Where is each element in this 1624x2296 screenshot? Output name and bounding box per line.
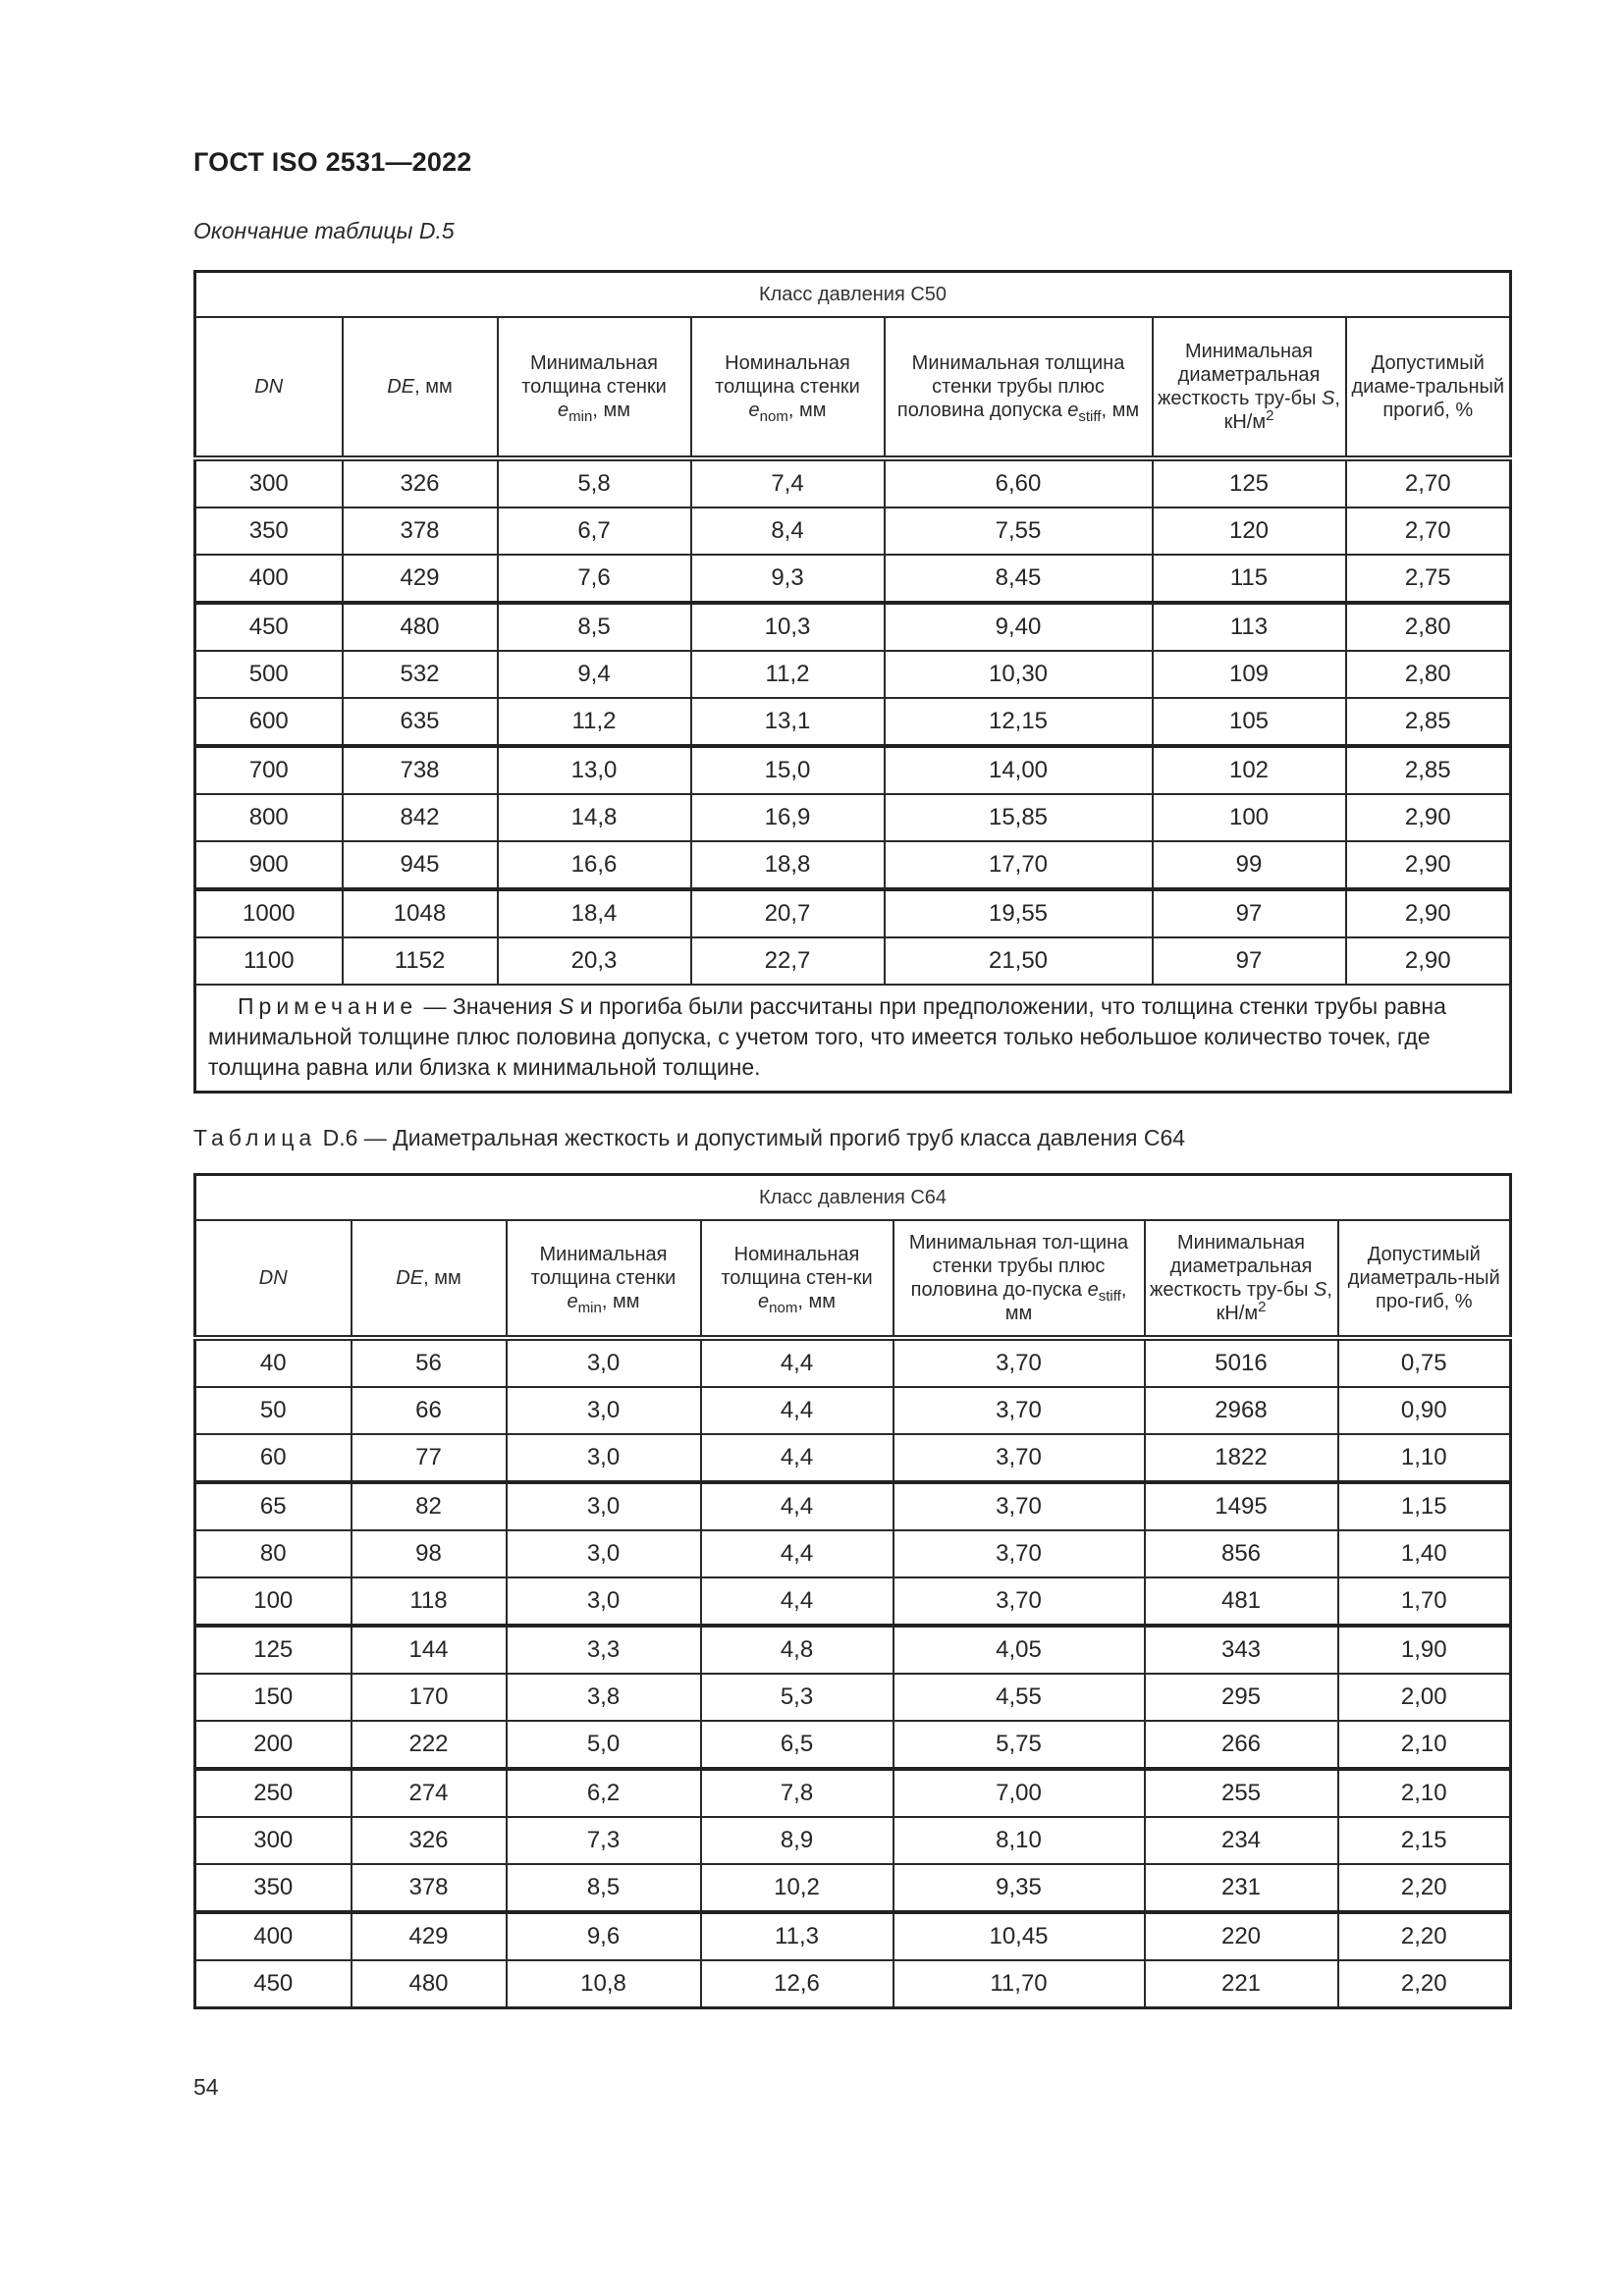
cell-deflection: 2,90 bbox=[1346, 889, 1511, 937]
cell-dn: 800 bbox=[195, 794, 343, 841]
note-label: Примечание bbox=[238, 993, 418, 1019]
cell-stiffness: 2968 bbox=[1145, 1387, 1338, 1434]
cell-stiffness: 109 bbox=[1153, 651, 1346, 698]
table-row bbox=[195, 507, 1511, 555]
cell-deflection: 1,15 bbox=[1338, 1482, 1511, 1530]
cell-deflection: 2,10 bbox=[1338, 1721, 1511, 1769]
cell-de: 144 bbox=[352, 1626, 507, 1674]
cell-dn: 50 bbox=[195, 1387, 352, 1434]
cell-enom: 4,4 bbox=[701, 1387, 893, 1434]
cell-de: 480 bbox=[343, 603, 498, 651]
cell-stiffness: 115 bbox=[1153, 555, 1346, 603]
cell-dn: 700 bbox=[195, 746, 343, 794]
cell-emin: 7,6 bbox=[498, 555, 691, 603]
table-row bbox=[195, 1577, 1511, 1626]
cell-deflection: 1,40 bbox=[1338, 1530, 1511, 1577]
cell-de: 532 bbox=[343, 651, 498, 698]
cell-dn: 1000 bbox=[195, 889, 343, 937]
pressure-class-header: Класс давления C50 bbox=[195, 272, 1511, 318]
cell-deflection: 2,20 bbox=[1338, 1864, 1511, 1912]
cell-deflection: 2,20 bbox=[1338, 1912, 1511, 1960]
cell-dn: 200 bbox=[195, 1721, 352, 1769]
cell-enom: 4,4 bbox=[701, 1338, 893, 1387]
cell-estiff: 3,70 bbox=[893, 1338, 1145, 1387]
cell-enom: 4,4 bbox=[701, 1434, 893, 1482]
cell-enom: 4,4 bbox=[701, 1482, 893, 1530]
cell-estiff: 17,70 bbox=[885, 841, 1153, 889]
cell-emin: 3,0 bbox=[507, 1577, 701, 1626]
cell-de: 82 bbox=[352, 1482, 507, 1530]
column-header-stiffness: Минимальная диаметральная жесткость тру-бы S, $кН/м^2$ bbox=[1145, 1220, 1338, 1338]
table-row bbox=[195, 1530, 1511, 1577]
cell-stiffness: 856 bbox=[1145, 1530, 1338, 1577]
cell-stiffness: 5016 bbox=[1145, 1338, 1338, 1387]
cell-enom: 8,9 bbox=[701, 1817, 893, 1864]
cell-dn: 400 bbox=[195, 555, 343, 603]
cell-dn: 40 bbox=[195, 1338, 352, 1387]
cell-dn: 150 bbox=[195, 1674, 352, 1721]
cell-de: 98 bbox=[352, 1530, 507, 1577]
column-header-de: DE, мм bbox=[352, 1220, 507, 1338]
table-row bbox=[195, 1817, 1511, 1864]
table-row bbox=[195, 1626, 1511, 1674]
cell-deflection: 2,10 bbox=[1338, 1769, 1511, 1817]
cell-stiffness: 100 bbox=[1153, 794, 1346, 841]
cell-de: 945 bbox=[343, 841, 498, 889]
cell-emin: 20,3 bbox=[498, 937, 691, 985]
pressure-class-header: Класс давления C64 bbox=[195, 1175, 1511, 1221]
cell-stiffness: 113 bbox=[1153, 603, 1346, 651]
cell-estiff: 3,70 bbox=[893, 1434, 1145, 1482]
cell-emin: 13,0 bbox=[498, 746, 691, 794]
cell-emin: 3,0 bbox=[507, 1530, 701, 1577]
cell-estiff: 4,05 bbox=[893, 1626, 1145, 1674]
table-row bbox=[195, 698, 1511, 746]
cell-dn: 100 bbox=[195, 1577, 352, 1626]
cell-stiffness: 481 bbox=[1145, 1577, 1338, 1626]
table-row bbox=[195, 889, 1511, 937]
cell-enom: 7,4 bbox=[691, 458, 885, 507]
cell-dn: 350 bbox=[195, 1864, 352, 1912]
cell-stiffness: 97 bbox=[1153, 889, 1346, 937]
cell-emin: 5,8 bbox=[498, 458, 691, 507]
cell-emin: 18,4 bbox=[498, 889, 691, 937]
cell-emin: 14,8 bbox=[498, 794, 691, 841]
cell-enom: 13,1 bbox=[691, 698, 885, 746]
cell-stiffness: 99 bbox=[1153, 841, 1346, 889]
page-number: 54 bbox=[193, 2074, 219, 2100]
table-d6 bbox=[193, 1173, 1512, 2009]
cell-deflection: 0,90 bbox=[1338, 1387, 1511, 1434]
cell-emin: 8,5 bbox=[507, 1864, 701, 1912]
cell-stiffness: 266 bbox=[1145, 1721, 1338, 1769]
cell-deflection: 1,10 bbox=[1338, 1434, 1511, 1482]
cell-estiff: 7,55 bbox=[885, 507, 1153, 555]
cell-de: 77 bbox=[352, 1434, 507, 1482]
table-d5-body bbox=[195, 458, 1511, 985]
cell-stiffness: 343 bbox=[1145, 1626, 1338, 1674]
cell-estiff: 6,60 bbox=[885, 458, 1153, 507]
cell-de: 56 bbox=[352, 1338, 507, 1387]
cell-estiff: 3,70 bbox=[893, 1482, 1145, 1530]
table-continuation-caption: Окончание таблицы D.5 bbox=[193, 218, 455, 243]
cell-stiffness: 1495 bbox=[1145, 1482, 1338, 1530]
cell-estiff: 21,50 bbox=[885, 937, 1153, 985]
cell-deflection: 1,70 bbox=[1338, 1577, 1511, 1626]
cell-enom: 11,3 bbox=[701, 1912, 893, 1960]
cell-stiffness: 120 bbox=[1153, 507, 1346, 555]
cell-enom: 4,4 bbox=[701, 1530, 893, 1577]
cell-enom: 4,4 bbox=[701, 1577, 893, 1626]
column-header-dn: DN bbox=[195, 1220, 352, 1338]
column-header-enom: Номинальная толщина стен-ки $e_{nom}$, мм bbox=[701, 1220, 893, 1338]
cell-emin: 9,4 bbox=[498, 651, 691, 698]
cell-enom: 12,6 bbox=[701, 1960, 893, 2008]
cell-emin: 10,8 bbox=[507, 1960, 701, 2008]
cell-deflection: 2,90 bbox=[1346, 937, 1511, 985]
cell-de: 274 bbox=[352, 1769, 507, 1817]
table-note: Примечание — Значения S и прогиба были рассчитаны при предположении, что толщина стенки трубы равна минимальной толщине плюс половина допуска, с учетом того, что имеется только небольшое количество точек, где толщина равна или близка к минимальной толщине. bbox=[195, 985, 1511, 1093]
table-d6-caption: Таблица D.6 — Диаметральная жесткость и допустимый прогиб труб класса давления C64 bbox=[193, 1125, 1186, 1150]
cell-enom: 4,8 bbox=[701, 1626, 893, 1674]
cell-stiffness: 220 bbox=[1145, 1912, 1338, 1960]
cell-emin: 6,7 bbox=[498, 507, 691, 555]
table-row bbox=[195, 1387, 1511, 1434]
cell-dn: 80 bbox=[195, 1530, 352, 1577]
cell-enom: 16,9 bbox=[691, 794, 885, 841]
cell-estiff: 10,30 bbox=[885, 651, 1153, 698]
cell-deflection: 2,90 bbox=[1346, 794, 1511, 841]
document-header: ГОСТ ISO 2531—2022 bbox=[193, 147, 472, 177]
cell-estiff: 10,45 bbox=[893, 1912, 1145, 1960]
cell-dn: 450 bbox=[195, 603, 343, 651]
cell-estiff: 15,85 bbox=[885, 794, 1153, 841]
cell-deflection: 2,80 bbox=[1346, 651, 1511, 698]
cell-enom: 8,4 bbox=[691, 507, 885, 555]
cell-stiffness: 1822 bbox=[1145, 1434, 1338, 1482]
cell-stiffness: 97 bbox=[1153, 937, 1346, 985]
cell-estiff: 3,70 bbox=[893, 1530, 1145, 1577]
cell-deflection: 2,70 bbox=[1346, 507, 1511, 555]
cell-deflection: 2,15 bbox=[1338, 1817, 1511, 1864]
cell-de: 66 bbox=[352, 1387, 507, 1434]
column-header-dn: DN bbox=[195, 317, 343, 458]
table-row bbox=[195, 841, 1511, 889]
column-header-deflection: Допустимый диаметраль-ный про-гиб, % bbox=[1338, 1220, 1511, 1338]
cell-dn: 65 bbox=[195, 1482, 352, 1530]
cell-enom: 6,5 bbox=[701, 1721, 893, 1769]
cell-emin: 3,0 bbox=[507, 1434, 701, 1482]
cell-estiff: 4,55 bbox=[893, 1674, 1145, 1721]
cell-de: 480 bbox=[352, 1960, 507, 2008]
cell-emin: 3,3 bbox=[507, 1626, 701, 1674]
table-row bbox=[195, 603, 1511, 651]
cell-stiffness: 234 bbox=[1145, 1817, 1338, 1864]
cell-estiff: 12,15 bbox=[885, 698, 1153, 746]
cell-stiffness: 295 bbox=[1145, 1674, 1338, 1721]
column-header-emin: Минимальная толщина стенки $e_{min}$, мм bbox=[507, 1220, 701, 1338]
cell-dn: 125 bbox=[195, 1626, 352, 1674]
cell-deflection: 2,00 bbox=[1338, 1674, 1511, 1721]
cell-deflection: 2,85 bbox=[1346, 698, 1511, 746]
cell-emin: 8,5 bbox=[498, 603, 691, 651]
cell-de: 738 bbox=[343, 746, 498, 794]
table-row bbox=[195, 1769, 1511, 1817]
cell-dn: 250 bbox=[195, 1769, 352, 1817]
cell-dn: 1100 bbox=[195, 937, 343, 985]
cell-enom: 5,3 bbox=[701, 1674, 893, 1721]
cell-dn: 600 bbox=[195, 698, 343, 746]
cell-deflection: 2,80 bbox=[1346, 603, 1511, 651]
cell-de: 326 bbox=[343, 458, 498, 507]
cell-estiff: 19,55 bbox=[885, 889, 1153, 937]
cell-dn: 300 bbox=[195, 1817, 352, 1864]
cell-de: 1048 bbox=[343, 889, 498, 937]
cell-emin: 5,0 bbox=[507, 1721, 701, 1769]
cell-stiffness: 125 bbox=[1153, 458, 1346, 507]
cell-emin: 6,2 bbox=[507, 1769, 701, 1817]
cell-estiff: 5,75 bbox=[893, 1721, 1145, 1769]
column-header-estiff: Минимальная толщина стенки трубы плюс половина допуска $e_{stiff}$, мм bbox=[885, 317, 1153, 458]
cell-emin: 11,2 bbox=[498, 698, 691, 746]
cell-stiffness: 255 bbox=[1145, 1769, 1338, 1817]
cell-stiffness: 231 bbox=[1145, 1864, 1338, 1912]
cell-emin: 3,0 bbox=[507, 1338, 701, 1387]
cell-de: 378 bbox=[343, 507, 498, 555]
column-header-deflection: Допустимый диаме-тральный прогиб, % bbox=[1346, 317, 1511, 458]
cell-estiff: 8,10 bbox=[893, 1817, 1145, 1864]
table-row bbox=[195, 651, 1511, 698]
cell-stiffness: 102 bbox=[1153, 746, 1346, 794]
cell-enom: 9,3 bbox=[691, 555, 885, 603]
column-header-estiff: Минимальная тол-щина стенки трубы плюс половина до-пуска $e_{stiff}$, мм bbox=[893, 1220, 1145, 1338]
cell-estiff: 9,40 bbox=[885, 603, 1153, 651]
table-d6-body bbox=[195, 1338, 1511, 2008]
cell-estiff: 11,70 bbox=[893, 1960, 1145, 2008]
table-row bbox=[195, 1721, 1511, 1769]
cell-dn: 60 bbox=[195, 1434, 352, 1482]
table-row bbox=[195, 458, 1511, 507]
table-row bbox=[195, 1864, 1511, 1912]
cell-de: 1152 bbox=[343, 937, 498, 985]
table-row bbox=[195, 1482, 1511, 1530]
cell-enom: 18,8 bbox=[691, 841, 885, 889]
cell-dn: 450 bbox=[195, 1960, 352, 2008]
cell-de: 429 bbox=[343, 555, 498, 603]
cell-deflection: 2,75 bbox=[1346, 555, 1511, 603]
cell-de: 170 bbox=[352, 1674, 507, 1721]
cell-emin: 9,6 bbox=[507, 1912, 701, 1960]
cell-deflection: 2,70 bbox=[1346, 458, 1511, 507]
cell-deflection: 2,90 bbox=[1346, 841, 1511, 889]
cell-dn: 500 bbox=[195, 651, 343, 698]
cell-emin: 16,6 bbox=[498, 841, 691, 889]
cell-stiffness: 105 bbox=[1153, 698, 1346, 746]
column-header-emin: Минимальная толщина стенки $e_{min}$, мм bbox=[498, 317, 691, 458]
column-header-enom: Номинальная толщина стенки $e_{nom}$, мм bbox=[691, 317, 885, 458]
cell-emin: 3,8 bbox=[507, 1674, 701, 1721]
cell-enom: 22,7 bbox=[691, 937, 885, 985]
cell-enom: 11,2 bbox=[691, 651, 885, 698]
cell-dn: 350 bbox=[195, 507, 343, 555]
cell-estiff: 8,45 bbox=[885, 555, 1153, 603]
cell-enom: 15,0 bbox=[691, 746, 885, 794]
cell-de: 222 bbox=[352, 1721, 507, 1769]
table-d5 bbox=[193, 270, 1512, 1094]
cell-de: 429 bbox=[352, 1912, 507, 1960]
cell-enom: 7,8 bbox=[701, 1769, 893, 1817]
table-row bbox=[195, 1674, 1511, 1721]
cell-stiffness: 221 bbox=[1145, 1960, 1338, 2008]
table-row bbox=[195, 746, 1511, 794]
cell-deflection: 1,90 bbox=[1338, 1626, 1511, 1674]
cell-dn: 400 bbox=[195, 1912, 352, 1960]
cell-de: 378 bbox=[352, 1864, 507, 1912]
cell-de: 118 bbox=[352, 1577, 507, 1626]
table-row bbox=[195, 1912, 1511, 1960]
cell-deflection: 2,85 bbox=[1346, 746, 1511, 794]
cell-estiff: 3,70 bbox=[893, 1577, 1145, 1626]
table-row bbox=[195, 937, 1511, 985]
cell-enom: 20,7 bbox=[691, 889, 885, 937]
cell-emin: 3,0 bbox=[507, 1482, 701, 1530]
cell-enom: 10,2 bbox=[701, 1864, 893, 1912]
cell-de: 635 bbox=[343, 698, 498, 746]
cell-dn: 300 bbox=[195, 458, 343, 507]
table-row bbox=[195, 1434, 1511, 1482]
cell-estiff: 14,00 bbox=[885, 746, 1153, 794]
table-row bbox=[195, 794, 1511, 841]
cell-deflection: 0,75 bbox=[1338, 1338, 1511, 1387]
column-header-stiffness: Минимальная диаметральная жесткость тру-бы S, $кН/м^2$ bbox=[1153, 317, 1346, 458]
cell-de: 842 bbox=[343, 794, 498, 841]
cell-deflection: 2,20 bbox=[1338, 1960, 1511, 2008]
cell-emin: 3,0 bbox=[507, 1387, 701, 1434]
cell-de: 326 bbox=[352, 1817, 507, 1864]
table-row bbox=[195, 555, 1511, 603]
cell-estiff: 7,00 bbox=[893, 1769, 1145, 1817]
column-header-de: DE, мм bbox=[343, 317, 498, 458]
table-row bbox=[195, 1338, 1511, 1387]
cell-estiff: 9,35 bbox=[893, 1864, 1145, 1912]
table-row bbox=[195, 1960, 1511, 2008]
cell-dn: 900 bbox=[195, 841, 343, 889]
cell-enom: 10,3 bbox=[691, 603, 885, 651]
cell-estiff: 3,70 bbox=[893, 1387, 1145, 1434]
cell-emin: 7,3 bbox=[507, 1817, 701, 1864]
